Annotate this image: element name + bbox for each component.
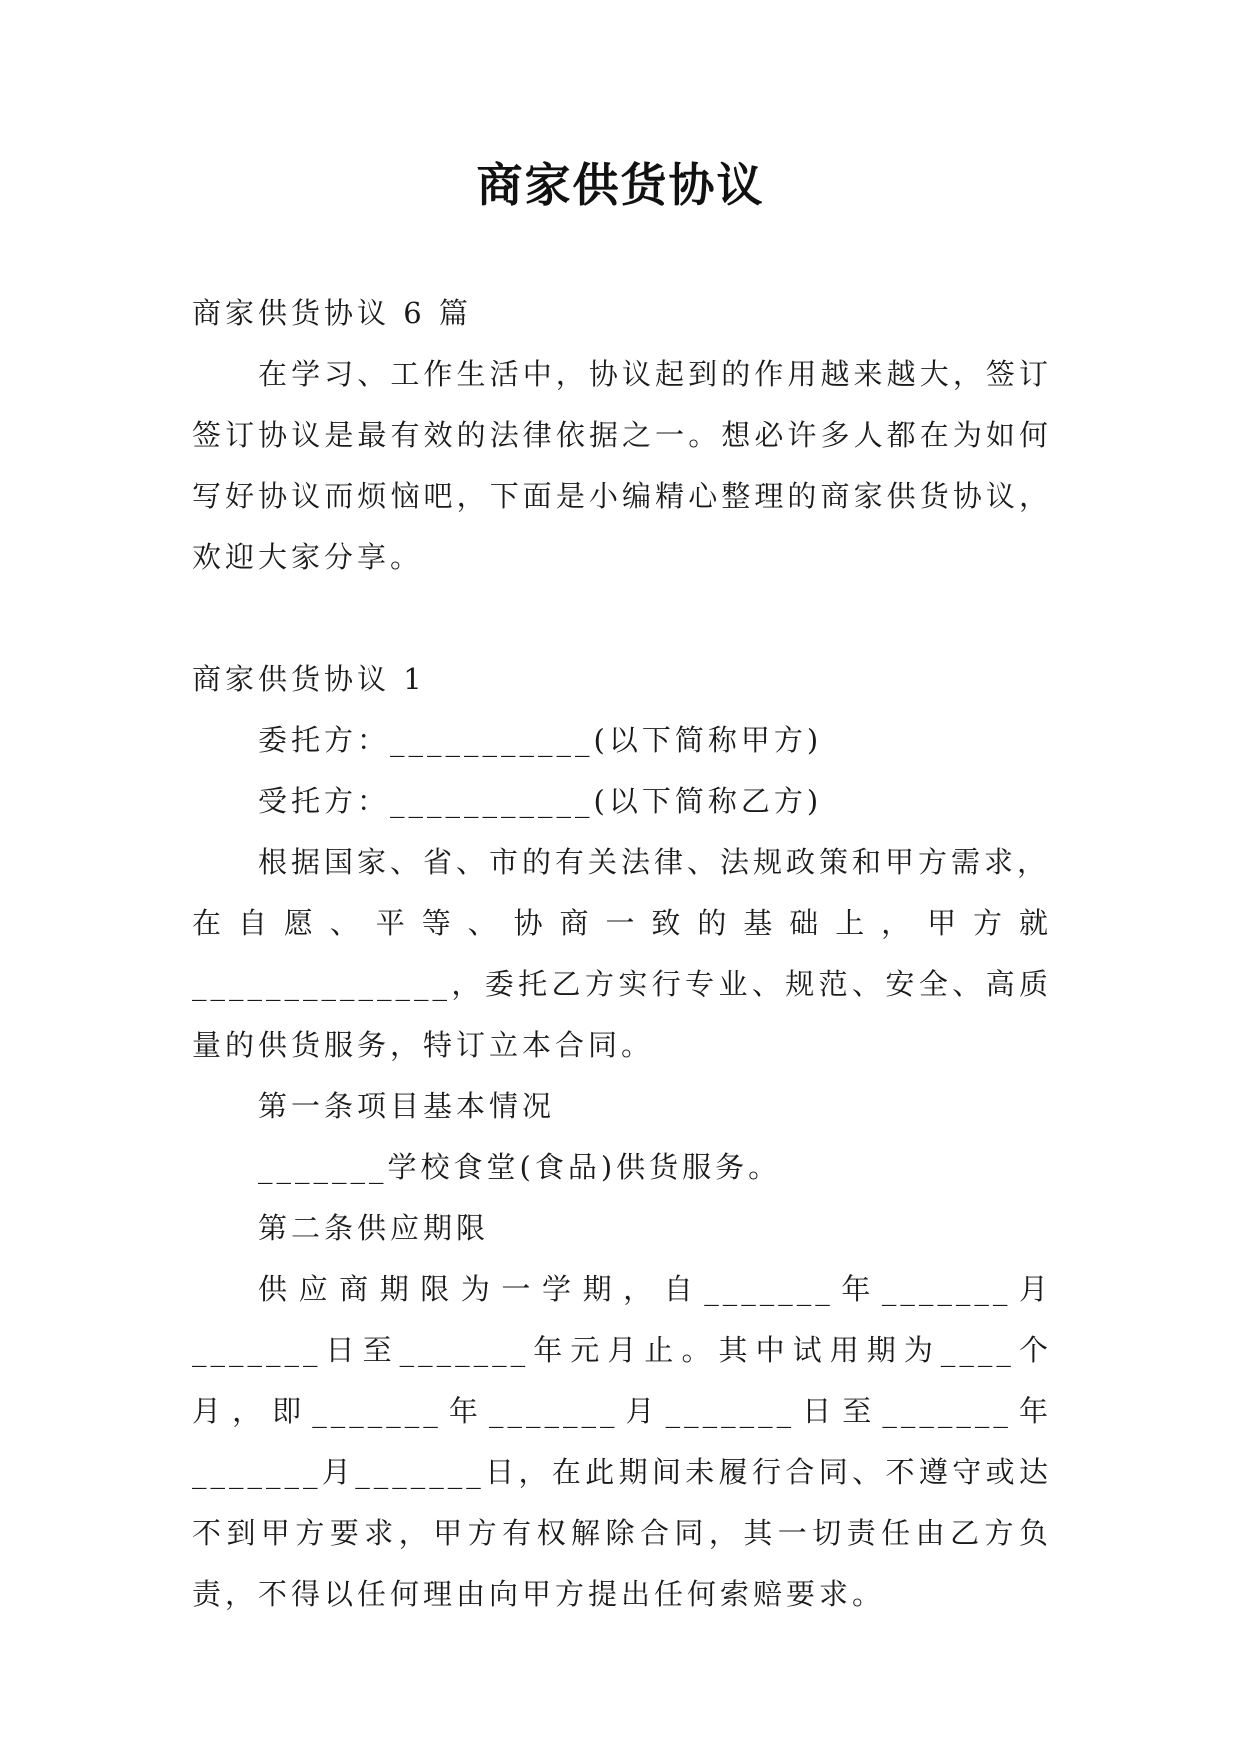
article-1-text: _______学校食堂(食品)供货服务。 <box>258 1150 782 1184</box>
agreement-heading: 商家供货协议 1 <box>192 662 426 696</box>
article-2-heading: 第二条供应期限 <box>258 1211 490 1245</box>
principal-line: 委托方：___________(以下简称甲方) <box>258 723 823 757</box>
article-2-text: 供应商期限为一学期，自_______年_______月_______日至_______年元月止。其中试用期为____个月，即_______年_______月_______日至_______年_______月_______日，在此期间未履行合同、不遵守或达不到甲方要求，甲方有权解除合同，其一切责任由乙方负责，不得以任何理由向甲方提出任何索赔要求。 <box>192 1272 1052 1611</box>
basis-paragraph-rest: ______________，委托乙方实行专业、规范、安全、高质量的供货服务，特订立本合同。 <box>192 967 1052 1062</box>
article-1-heading: 第一条项目基本情况 <box>258 1089 556 1123</box>
agent-line: 受托方：___________(以下简称乙方) <box>258 784 823 818</box>
document-title: 商家供货协议 <box>476 158 765 212</box>
intro-paragraph: 在学习、工作生活中，协议起到的作用越来越大，签订签订协议是最有效的法律依据之一。想必许多人都在为如何写好协议而烦恼吧，下面是小编精心整理的商家供货协议，欢迎大家分享。 <box>192 357 1052 574</box>
document-body <box>192 283 1052 1625</box>
collection-heading: 商家供货协议 6 篇 <box>192 296 472 330</box>
basis-paragraph-line1: 根据国家、省、市的有关法律、法规政策和甲方需求， <box>258 845 1051 879</box>
basis-paragraph-line2: 在自愿、平等、协商一致的基础上，甲方就 <box>192 906 1052 940</box>
